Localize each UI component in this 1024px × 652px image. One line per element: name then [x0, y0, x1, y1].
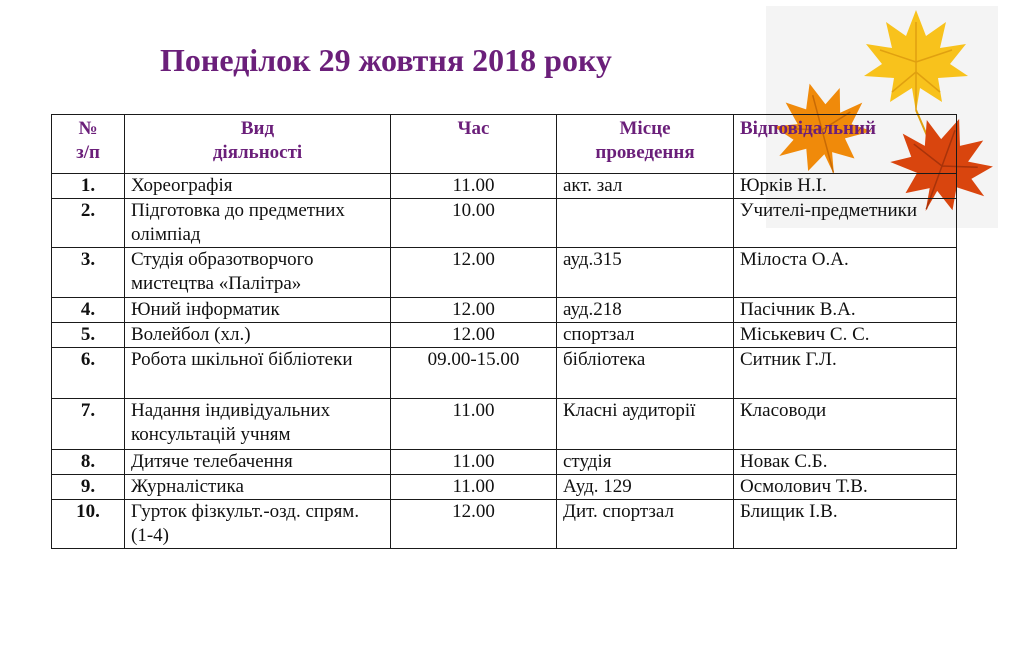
- table-row: [52, 475, 957, 500]
- row-activity: Підготовка до предметних олімпіад: [125, 199, 391, 248]
- row-place: акт. зал: [557, 174, 734, 199]
- row-time: 11.00: [391, 174, 557, 199]
- row-responsible: Учителі-предметники: [734, 199, 957, 248]
- row-time: 12.00: [391, 323, 557, 348]
- row-place: спортзал: [557, 323, 734, 348]
- table-row: [52, 323, 957, 348]
- row-responsible: Новак С.Б.: [734, 450, 957, 475]
- row-time: 12.00: [391, 298, 557, 323]
- row-time: 12.00: [391, 248, 557, 298]
- row-activity: Гурток фізкульт.-озд. спрям. (1-4): [125, 500, 391, 549]
- row-num: 10.: [52, 500, 125, 549]
- row-place: Ауд. 129: [557, 475, 734, 500]
- row-activity: Дитяче телебачення: [125, 450, 391, 475]
- table-header-row: [52, 115, 957, 174]
- header-time: [391, 115, 557, 174]
- row-time: 10.00: [391, 199, 557, 248]
- header-num-line1: №: [78, 118, 98, 139]
- header-place-line2: проведення: [595, 142, 695, 163]
- row-place: [557, 199, 734, 248]
- row-time: 12.00: [391, 500, 557, 549]
- header-num-line2: з/п: [76, 142, 100, 163]
- row-time: 09.00-15.00: [391, 348, 557, 399]
- header-activity-line2: діяльності: [212, 142, 303, 163]
- header-responsible-label: Відповідальний: [740, 118, 876, 139]
- row-responsible: Блищик І.В.: [734, 500, 957, 549]
- row-place: бібліотека: [557, 348, 734, 399]
- row-responsible: Міськевич С. С.: [734, 323, 957, 348]
- header-activity-line1: Вид: [240, 118, 275, 139]
- header-place: [557, 115, 734, 174]
- row-place: студія: [557, 450, 734, 475]
- row-activity: Робота шкільної бібліотеки: [125, 348, 391, 399]
- row-responsible: Осмолович Т.В.: [734, 475, 957, 500]
- table-row: [52, 500, 957, 549]
- header-num: [52, 115, 125, 174]
- row-activity: Надання індивідуальних консультацій учням: [125, 399, 391, 450]
- row-time: 11.00: [391, 399, 557, 450]
- row-num: 9.: [52, 475, 125, 500]
- row-place: Класні аудиторії: [557, 399, 734, 450]
- row-place: ауд.218: [557, 298, 734, 323]
- header-responsible: [734, 115, 957, 174]
- header-place-line1: Місце: [619, 118, 671, 139]
- row-activity: Студія образотворчого мистецтва «Палітра»: [125, 248, 391, 298]
- schedule-table: [51, 114, 957, 549]
- header-time-label: Час: [457, 118, 490, 139]
- row-responsible: Юрків Н.І.: [734, 174, 957, 199]
- row-num: 3.: [52, 248, 125, 298]
- row-responsible: Пасічник В.А.: [734, 298, 957, 323]
- row-num: 6.: [52, 348, 125, 399]
- row-num: 4.: [52, 298, 125, 323]
- row-num: 7.: [52, 399, 125, 450]
- row-place: Дит. спортзал: [557, 500, 734, 549]
- row-responsible: Мілоста О.А.: [734, 248, 957, 298]
- row-responsible: Класоводи: [734, 399, 957, 450]
- row-num: 8.: [52, 450, 125, 475]
- page-title: Понеділок 29 жовтня 2018 року: [160, 42, 612, 78]
- row-time: 11.00: [391, 450, 557, 475]
- row-num: 5.: [52, 323, 125, 348]
- table-row: [52, 174, 957, 199]
- row-num: 1.: [52, 174, 125, 199]
- header-activity: [125, 115, 391, 174]
- row-activity: Юний інформатик: [125, 298, 391, 323]
- row-activity: Журналістика: [125, 475, 391, 500]
- table-row: [52, 298, 957, 323]
- table-row: [52, 450, 957, 475]
- row-activity: Волейбол (хл.): [125, 323, 391, 348]
- table-row: [52, 399, 957, 450]
- row-num: 2.: [52, 199, 125, 248]
- table-row: [52, 199, 957, 248]
- table-row: [52, 248, 957, 298]
- row-responsible: Ситник Г.Л.: [734, 348, 957, 399]
- row-time: 11.00: [391, 475, 557, 500]
- row-place: ауд.315: [557, 248, 734, 298]
- table-row: [52, 348, 957, 399]
- row-activity: Хореографія: [125, 174, 391, 199]
